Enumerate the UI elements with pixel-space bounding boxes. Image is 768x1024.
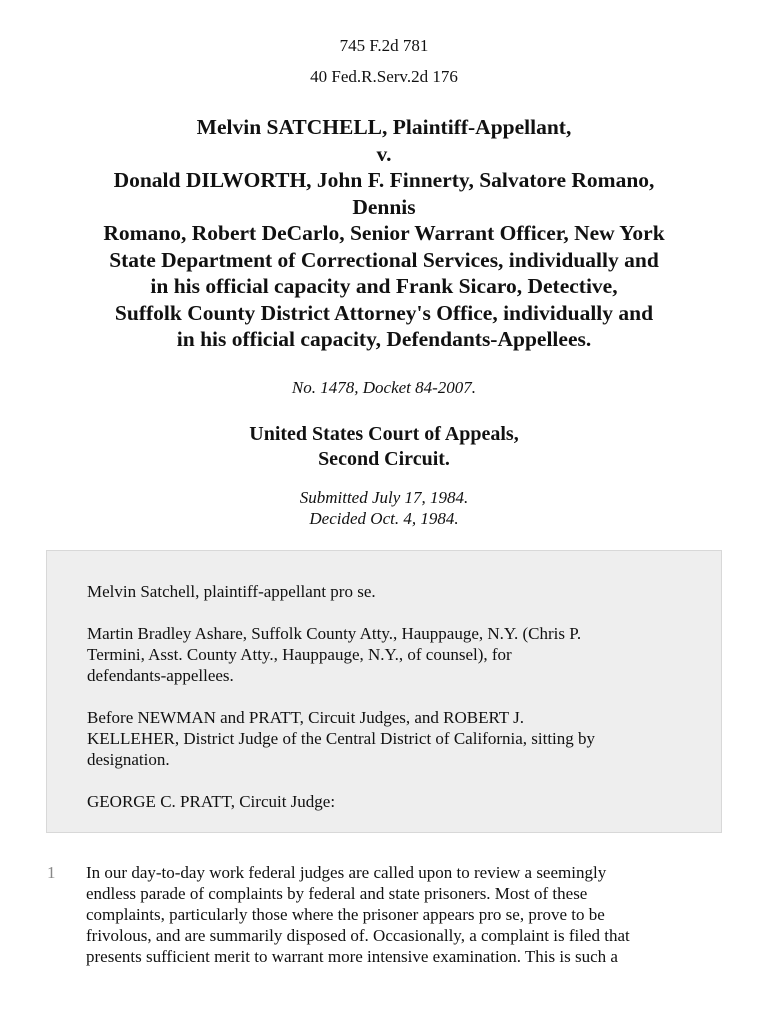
reporter-citation: 745 F.2d 781 — [339, 36, 429, 55]
text-line: Melvin Satchell, plaintiff-appellant pro se. — [87, 582, 376, 601]
case-caption — [40, 114, 728, 353]
counsel-paragraph-appellant — [87, 581, 697, 602]
text-line: complaints, particularly those where the prisoner appears pro se, prove to be — [86, 905, 605, 924]
text-line: GEORGE C. PRATT, Circuit Judge: — [87, 792, 336, 811]
caption-line: Suffolk County District Attorney's Office, individually and — [114, 300, 654, 325]
caption-line: in his official capacity and Frank Sicaro, Detective, — [150, 274, 618, 298]
case-dates — [0, 488, 768, 529]
caption-line: Romano, Robert DeCarlo, Senior Warrant Officer, New York — [103, 221, 665, 245]
caption-line: State Department of Correctional Services, individually and — [109, 247, 659, 272]
text-line: In our day-to-day work federal judges are called upon to review a seemingly — [86, 863, 607, 882]
text-line: Termini, Asst. County Atty., Hauppauge, N.Y., of counsel), for — [87, 645, 512, 664]
counsel-paragraph-appellees — [87, 623, 697, 686]
text-line: presents sufficient merit to warrant more intensive examination. This is such a — [86, 947, 618, 966]
text-line: frivolous, and are summarily disposed of. Occasionally, a complaint is filed that — [86, 926, 630, 945]
authoring-judge — [87, 791, 697, 812]
court-line: United States Court of Appeals, — [249, 423, 519, 445]
court-line: Second Circuit. — [318, 448, 450, 470]
caption-line: v. — [376, 141, 392, 166]
decided-date: Decided Oct. 4, 1984. — [309, 508, 459, 528]
caption-line: in his official capacity, Defendants-Appellees. — [176, 327, 592, 351]
counsel-panel — [46, 550, 722, 833]
text-line: designation. — [87, 750, 170, 769]
caption-line: Melvin SATCHELL, Plaintiff-Appellant, — [196, 115, 572, 139]
caption-line: Donald DILWORTH, John F. Finnerty, Salvatore Romano, — [113, 168, 655, 192]
caption-line: Dennis — [352, 194, 416, 219]
text-line: KELLEHER, District Judge of the Central District of California, sitting by — [87, 729, 596, 748]
opinion-paragraph — [86, 862, 726, 967]
text-line: Martin Bradley Ashare, Suffolk County Atty., Hauppauge, N.Y. (Chris P. — [87, 624, 582, 643]
court-name — [0, 422, 768, 472]
docket-number: No. 1478, Docket 84-2007. — [291, 378, 477, 397]
reporter-citation-secondary: 40 Fed.R.Serv.2d 176 — [310, 67, 458, 86]
text-line: defendants-appellees. — [87, 666, 234, 685]
text-line: Before NEWMAN and PRATT, Circuit Judges, and ROBERT J. — [87, 708, 525, 727]
text-line: endless parade of complaints by federal and state prisoners. Most of these — [86, 884, 588, 903]
paragraph-number: 1 — [47, 863, 56, 882]
submitted-date: Submitted July 17, 1984. — [299, 488, 469, 507]
panel-judges-paragraph — [87, 707, 697, 770]
